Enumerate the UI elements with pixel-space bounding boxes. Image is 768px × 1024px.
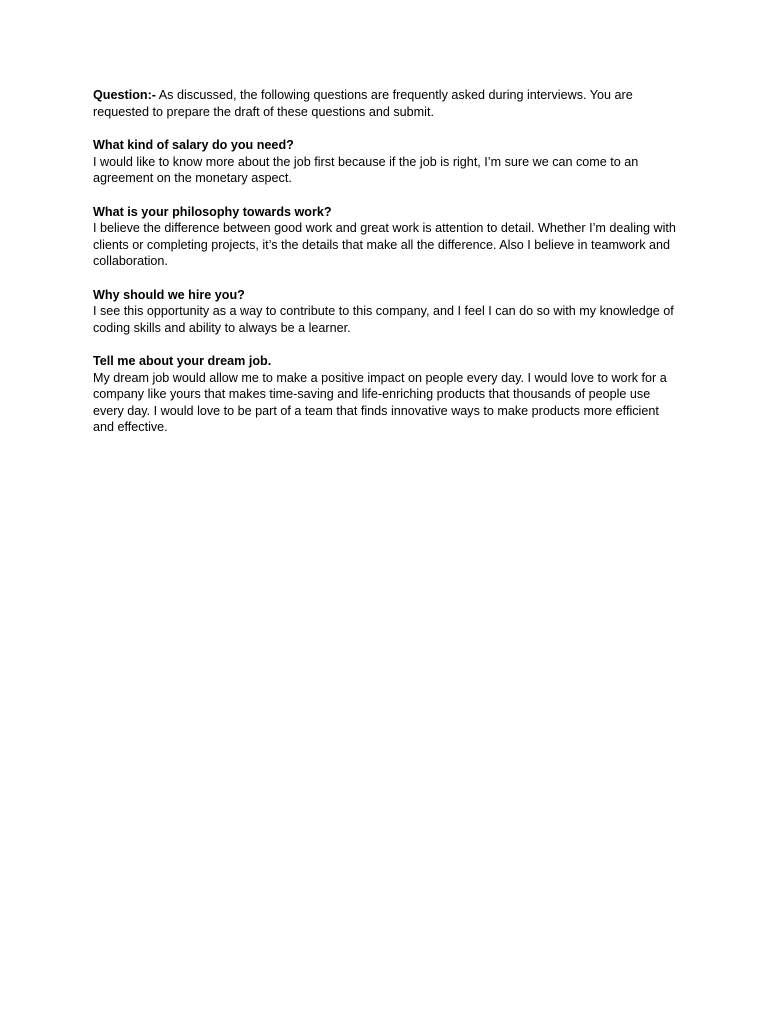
question-heading: What is your philosophy towards work?: [93, 204, 332, 219]
answer-text: My dream job would allow me to make a positive impact on people every day. I would love to work for a company like yours that makes time-saving and life-enriching products that thousands of people use every day. I would love to be part of a team that finds innovative ways to make products more efficient and effective.: [93, 370, 667, 434]
intro-label: Question:-: [93, 88, 156, 102]
question-heading: Why should we hire you?: [93, 287, 245, 302]
document-body: [93, 87, 683, 453]
qa-block-philosophy: [93, 204, 683, 270]
question-heading: What kind of salary do you need?: [93, 138, 294, 152]
answer-text: I believe the difference between good work and great work is attention to detail. Whether I’m dealing with clients or completing projects, it’s the details that make all the difference. Also I believe in teamwork and collaboration.: [93, 221, 676, 268]
intro-paragraph: [93, 87, 683, 120]
answer-text: I see this opportunity as a way to contribute to this company, and I feel I can do so with my knowledge of coding skills and ability to always be a learner.: [93, 304, 674, 335]
question-heading: Tell me about your dream job.: [93, 354, 272, 368]
qa-block-salary: [93, 137, 683, 187]
answer-text: I would like to know more about the job first because if the job is right, I’m sure we can come to an agreement on the monetary aspect.: [93, 154, 639, 185]
intro-text: As discussed, the following questions are frequently asked during interviews. You are requested to prepare the draft of these questions and submit.: [93, 88, 633, 119]
qa-block-hire: [93, 287, 683, 337]
qa-block-dream-job: [93, 353, 683, 436]
